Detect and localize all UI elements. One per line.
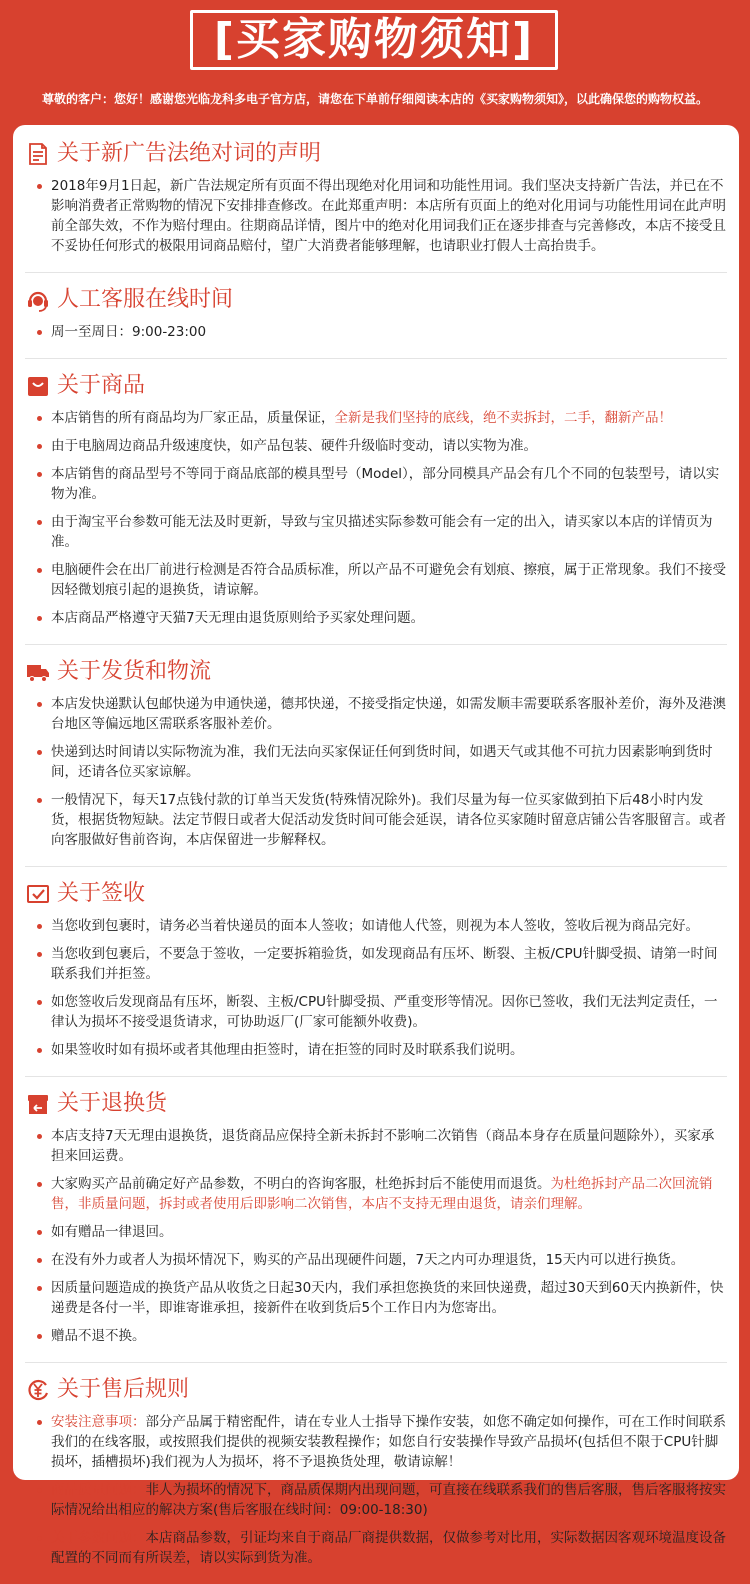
- yuan-coin-icon: [25, 1377, 51, 1403]
- list-item: 关于参数问题：本店商品参数，引证均来自于商品厂商提供数据，仅做参考对比用，实际数据因客观环境温度设备配置的不同而有所误差，请以实际到货为准。: [25, 1528, 727, 1568]
- list-item: 本店商品严格遵守天猫7天无理由退货原则给予买家处理问题。: [25, 608, 727, 628]
- list-item: 本店发快递默认包邮快递为申通快递，德邦快递，不接受指定快递，如需发顺丰需要联系客服补差价，海外及港澳台地区等偏远地区需联系客服补差价。: [25, 694, 727, 734]
- section-title: 关于退换货: [57, 1091, 168, 1116]
- list-item: 2018年9月1日起，新广告法规定所有页面不得出现绝对化用词和功能性用词。我们坚决支持新广告法，并已在不影响消费者正常购物的情况下安排排查修改。在此郑重声明：本店所有页面上的绝对化用词与功能性用词在此声明前全部失效，不作为赔付理由。往期商品详情，图片中的绝对化用词我们正在逐步排查与完善修改，本店不接受且不妥协任何形式的极限用词商品赔付，望广大消费者能够理解，也请职业打假人士高抬贵手。: [25, 176, 727, 256]
- section-title: 关于新广告法绝对词的声明: [57, 141, 322, 166]
- section-after-sales: [25, 1371, 727, 1584]
- list-item: 一般情况下，每天17点钱付款的订单当天发货(特殊情况除外)。我们尽量为每一位买家做到拍下后48小时内发货，根据货物短缺。法定节假日或者大促活动发货时间可能会延误，请各位买家随时留意店铺公告客服留言。或者向客服做好售前咨询，本店保留进一步解释权。: [25, 790, 727, 850]
- notice-card: [13, 125, 739, 1566]
- list-item: 快递到达时间请以实际物流为准，我们无法向买家保证任何到货时间，如遇天气或其他不可抗力因素影响到货时间，还请各位买家谅解。: [25, 742, 727, 782]
- item-list: [25, 694, 727, 850]
- section-title: 人工客服在线时间: [57, 287, 234, 312]
- list-item: 当您收到包裹时，请务必当着快递员的面本人签收；如请他人代签，则视为本人签收，签收后视为商品完好。: [25, 916, 727, 936]
- list-item: 安装注意事项：部分产品属于精密配件，请在专业人士指导下操作安装，如您不确定如何操作，可在工作时间联系我们的在线客服，或按照我们提供的视频安装教程操作；如您自行安装操作导致产品损坏(包括但不限于CPU针脚损坏，插槽损坏)我们视为人为损坏，将不予退换货处理，敬请谅解！: [25, 1412, 727, 1472]
- section-header: [25, 1371, 727, 1409]
- list-item: 本店销售的所有商品均为厂家正品，质量保证，全新是我们坚持的底线，绝不卖拆封，二手，翻新产品！: [25, 408, 727, 428]
- section-title: 关于签收: [57, 881, 146, 906]
- item-list: [25, 1126, 727, 1346]
- list-item: 赠品不退不换。: [25, 1326, 727, 1346]
- list-item: 由于电脑周边商品升级速度快，如产品包装、硬件升级临时变动，请以实物为准。: [25, 436, 727, 456]
- list-item: 如果签收时如有损坏或者其他理由拒签时，请在拒签的同时及时联系我们说明。: [25, 1040, 727, 1060]
- list-item: 如有赠品一律退回。: [25, 1222, 727, 1242]
- shopping-bag-icon: [25, 373, 51, 399]
- item-list: [25, 408, 727, 628]
- list-item: 由于淘宝平台参数可能无法及时更新，导致与宝贝描述实际参数可能会有一定的出入，请买家以本店的详情页为准。: [25, 512, 727, 552]
- customer-service-icon: [25, 287, 51, 313]
- section-header: [25, 653, 727, 691]
- list-item: 电脑硬件会在出厂前进行检测是否符合品质标准，所以产品不可避免会有划痕、擦痕，属于正常现象。我们不接受因轻微划痕引起的退换货，请谅解。: [25, 560, 727, 600]
- section-header: [25, 135, 727, 173]
- list-item: 大家购买产品前确定好产品参数，不明白的咨询客服，杜绝拆封后不能使用而退货。为杜绝拆封产品二次回流销售，非质量问题，拆封或者使用后即影响二次销售，本店不支持无理由退货，请亲们理解。: [25, 1174, 727, 1214]
- list-item: 商品质量问题：非人为损坏的情况下，商品质保期内出现问题，可直接在线联系我们的售后客服，售后客服将按实际情况给出相应的解决方案(售后客服在线时间：09:00-18:30): [25, 1480, 727, 1520]
- item-list: [25, 176, 727, 256]
- section-header: [25, 1085, 727, 1123]
- list-item: 本店支持7天无理由退换货，退货商品应保持全新未拆封不影响二次销售（商品本身存在质量问题除外），买家承担来回运费。: [25, 1126, 727, 1166]
- header: [0, 0, 750, 118]
- list-item: 周一至周日：9:00-23:00: [25, 322, 727, 342]
- section-shipping: [25, 653, 727, 867]
- section-products: [25, 367, 727, 645]
- list-item: 因质量问题造成的换货产品从收货之日起30天内，我们承担您换货的来回快递费，超过30天到60天内换新件，快递费是各付一半，即谁寄谁承担，接新件在收到货后5个工作日内为您寄出。: [25, 1278, 727, 1318]
- section-header: [25, 875, 727, 913]
- item-list: [25, 322, 727, 342]
- item-list: [25, 1412, 727, 1568]
- return-box-icon: [25, 1091, 51, 1117]
- section-service-hours: [25, 281, 727, 359]
- section-header: [25, 367, 727, 405]
- section-returns: [25, 1085, 727, 1363]
- section-title: 关于售后规则: [57, 1377, 190, 1402]
- item-list: [25, 916, 727, 1060]
- section-header: [25, 281, 727, 319]
- document-icon: [25, 141, 51, 167]
- section-title: 关于发货和物流: [57, 659, 212, 684]
- sign-receipt-icon: [25, 881, 51, 907]
- list-item: 如您签收后发现商品有压坏，断裂、主板/CPU针脚受损、严重变形等情况。因你已签收，我们无法判定责任，一律认为损坏不接受退货请求，可协助返厂(厂家可能额外收费)。: [25, 992, 727, 1032]
- list-item: 在没有外力或者人为损坏情况下，购买的产品出现硬件问题，7天之内可办理退货，15天内可以进行换货。: [25, 1250, 727, 1270]
- list-item: 当您收到包裹后，不要急于签收，一定要拆箱验货，如发现商品有压坏、断裂、主板/CPU针脚受损、请第一时间联系我们并拒签。: [25, 944, 727, 984]
- page-subtitle: 尊敬的客户：您好！感谢您光临龙科多电子官方店，请您在下单前仔细阅读本店的《买家购物须知》，以此确保您的购物权益。: [41, 92, 708, 106]
- list-item: 本店销售的商品型号不等同于商品底部的模具型号（Model），部分同模具产品会有几个不同的包装型号，请以实物为准。: [25, 464, 727, 504]
- section-title: 关于商品: [57, 373, 146, 398]
- page-title: [买家购物须知]: [190, 10, 558, 70]
- section-ad-law: [25, 135, 727, 273]
- delivery-truck-icon: [25, 659, 51, 685]
- section-sign-receipt: [25, 875, 727, 1077]
